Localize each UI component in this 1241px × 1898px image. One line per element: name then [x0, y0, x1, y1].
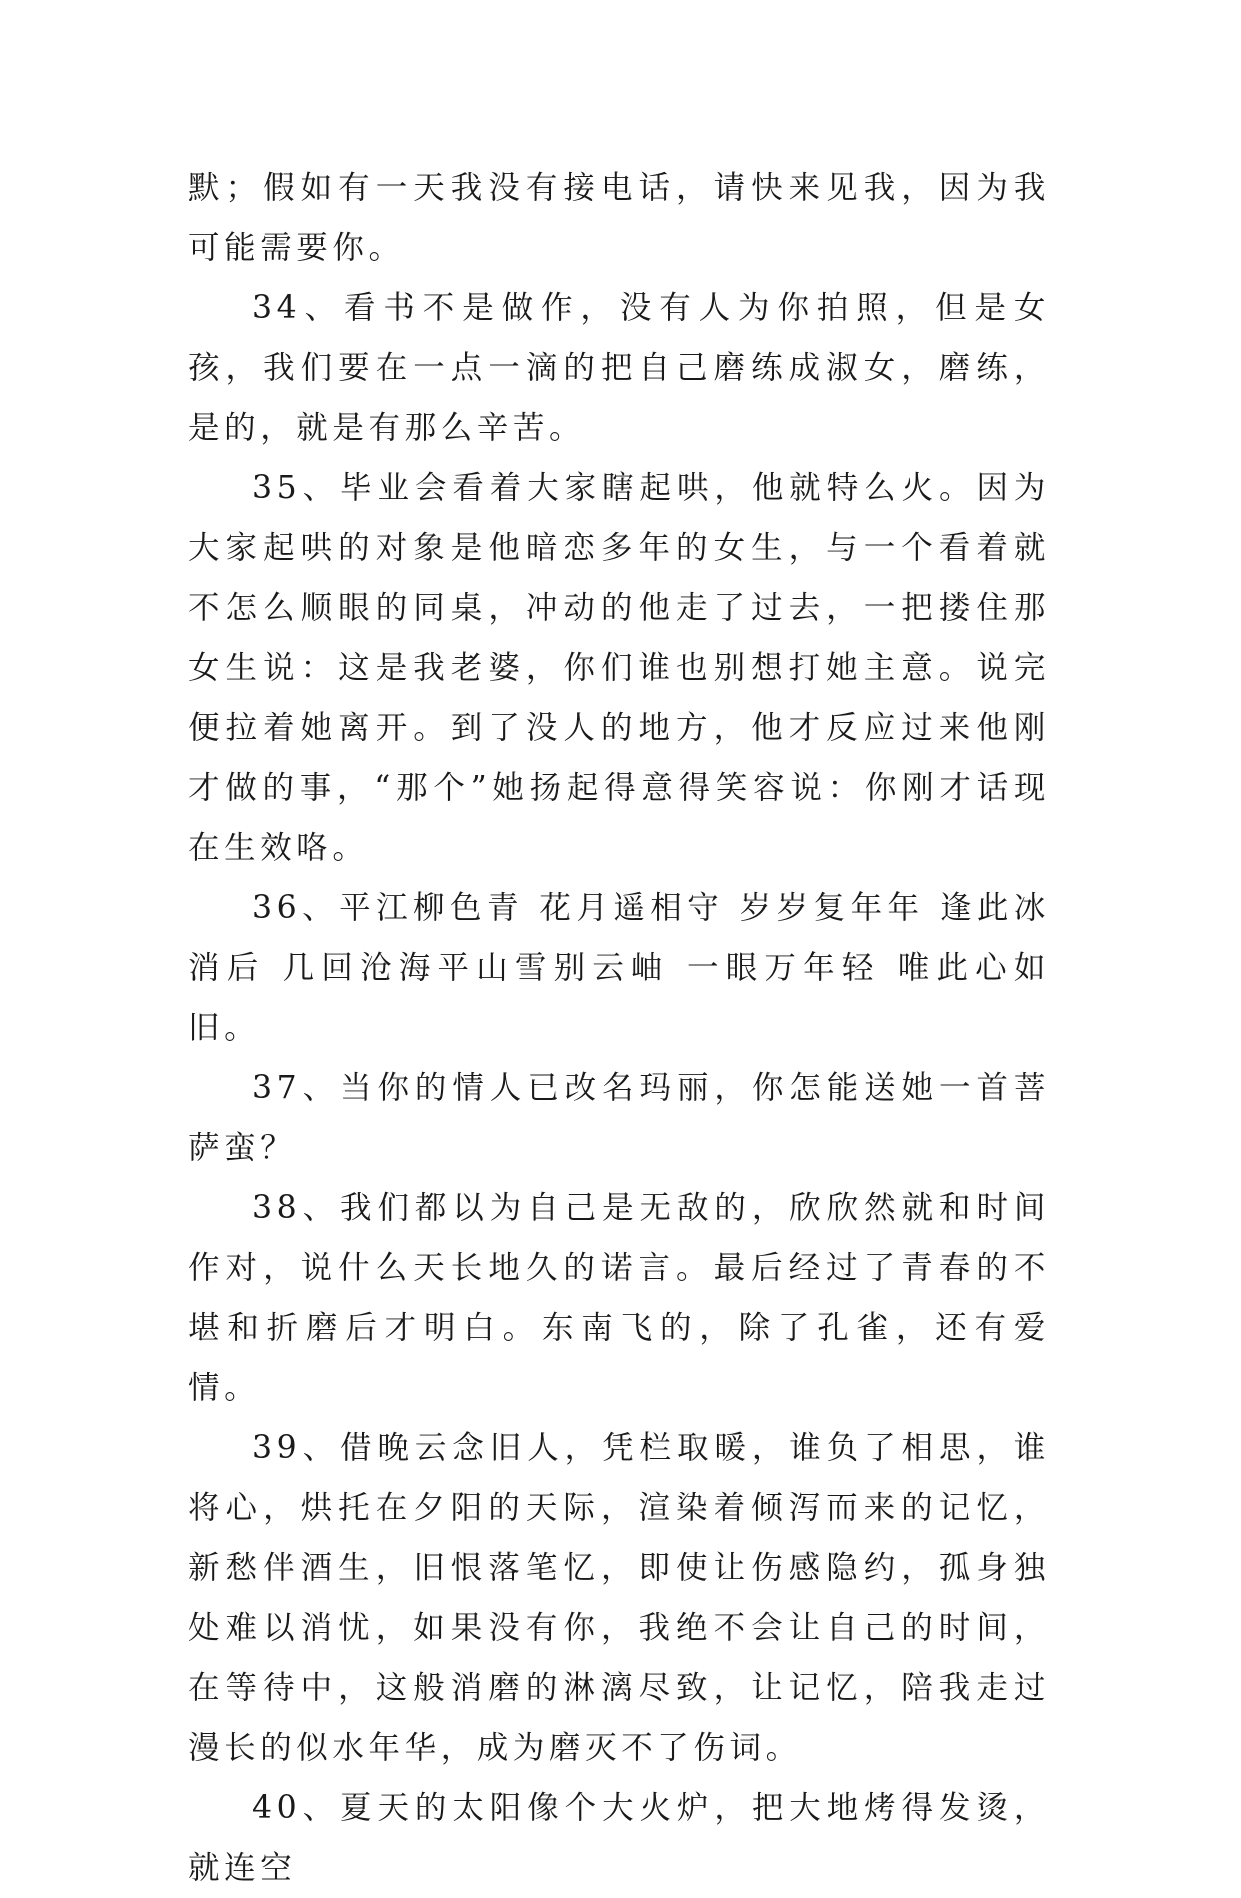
paragraph-35: 35、毕业会看着大家瞎起哄，他就特么火。因为大家起哄的对象是他暗恋多年的女生，与一个看着就不怎么顺眼的同桌，冲动的他走了过去，一把搂住那女生说：这是我老婆，你们谁也别想打她主意。说完便拉着她离开。到了没人的地方，他才反应过来他刚才做的事，“那个”她扬起得意得笑容说：你刚才话现在生效咯。 — [188, 470, 1050, 866]
paragraph-continuation: 默；假如有一天我没有接电话，请快来见我，因为我可能需要你。 — [188, 170, 1050, 266]
document-page — [188, 158, 1050, 1898]
paragraph-34: 34、看书不是做作，没有人为你拍照，但是女孩，我们要在一点一滴的把自己磨练成淑女，磨练，是的，就是有那么辛苦。 — [188, 290, 1050, 446]
paragraph-38: 38、我们都以为自己是无敌的，欣欣然就和时间作对，说什么天长地久的诺言。最后经过了青春的不堪和折磨后才明白。东南飞的，除了孔雀，还有爱情。 — [188, 1190, 1050, 1406]
paragraph-39: 39、借晚云念旧人，凭栏取暖，谁负了相思，谁将心，烘托在夕阳的天际，渲染着倾泻而来的记忆，新愁伴酒生，旧恨落笔忆，即使让伤感隐约，孤身独处难以消忧，如果没有你，我绝不会让自己的时间，在等待中，这般消磨的淋漓尽致，让记忆，陪我走过漫长的似水年华，成为磨灭不了伤词。 — [188, 1430, 1050, 1766]
paragraph-40: 40、夏天的太阳像个大火炉，把大地烤得发烫，就连空 — [188, 1790, 1050, 1886]
paragraph-37: 37、当你的情人已改名玛丽，你怎能送她一首菩萨蛮？ — [188, 1070, 1050, 1166]
paragraph-36: 36、平江柳色青 花月遥相守 岁岁复年年 逢此冰消后 几回沧海平山雪别云岫 一眼万年轻 唯此心如旧。 — [188, 890, 1050, 1046]
